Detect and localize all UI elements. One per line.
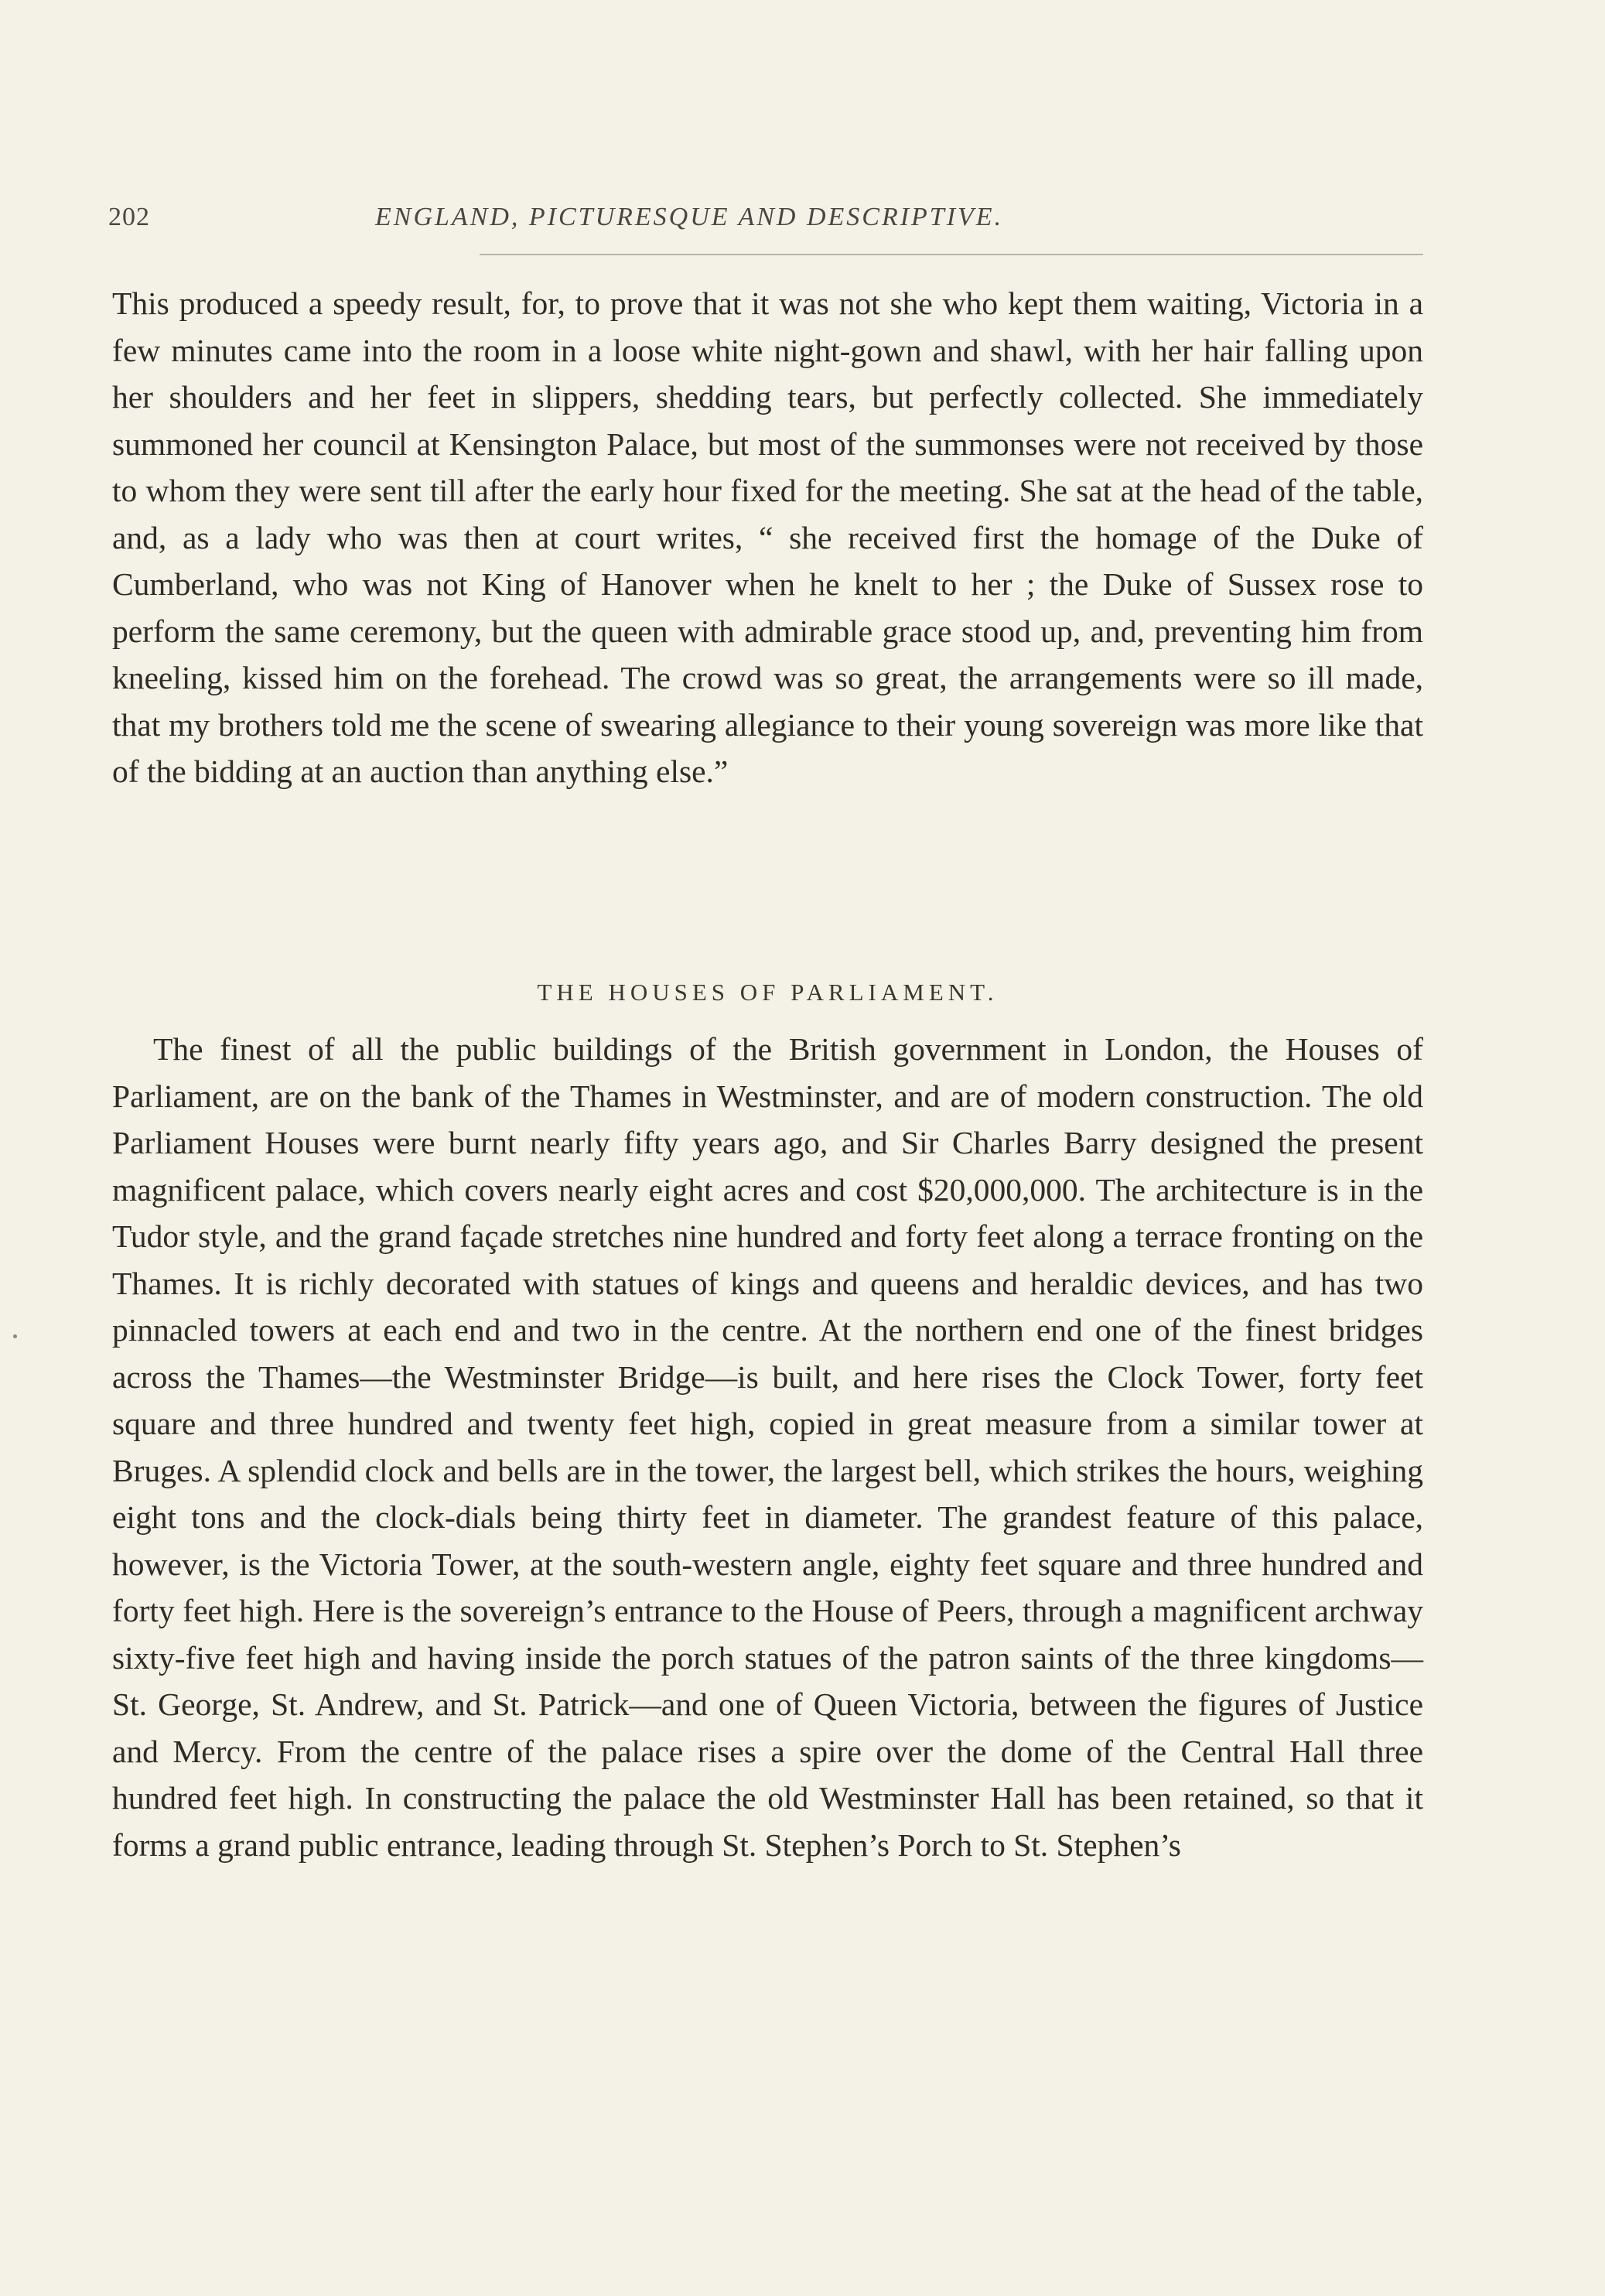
section-heading: THE HOUSES OF PARLIAMENT. xyxy=(537,979,999,1006)
header-rule xyxy=(480,254,1423,255)
margin-speck xyxy=(13,1334,17,1338)
running-title: ENGLAND, PICTURESQUE AND DESCRIPTIVE. xyxy=(375,203,1004,231)
continuation-paragraph: This produced a speedy result, for, to prove that it was not she who kept them waiting, Victoria in a few minutes came into the room in a loose white night-gown and shawl, with her hair falling upon her shoulders and her feet in slippers, shedding tears, but perfectly collected. She immediately summoned her council at Kensington Palace, but most of the summonses were not received by those to whom they were sent till after the early hour fixed for the meeting. She sat at the head of the table, and, as a lady who was then at court writes, “ she received first the homage of the Duke of Cumberland, who was not King of Hanover when he knelt to her ; the Duke of Sussex rose to perform the same ceremony, but the queen with admirable grace stood up, and, preventing him from kneeling, kissed him on the forehead. The crowd was so great, the arrangements were so ill made, that my brothers told me the scene of swearing allegiance to their young sovereign was more like that of the bidding at an auction than anything else.” xyxy=(112,285,1423,789)
running-head xyxy=(108,203,1423,241)
parliament-paragraph: The finest of all the public buildings of the British government in London, the Houses of Parliament, are on the bank of the Thames in Westminster, and are of modern construction. The old Parliament Houses were burnt nearly fifty years ago, and Sir Charles Barry designed the present magnificent palace, which covers nearly eight acres and cost $20,000,000. The architecture is in the Tudor style, and the grand façade stretches nine hundred and forty feet along a terrace fronting on the Thames. It is richly decorated with statues of kings and queens and heraldic devices, and has two pinnacled towers at each end and two in the centre. At the northern end one of the finest bridges across the Thames—the Westminster Bridge—is built, and here rises the Clock Tower, forty feet square and three hundred and twenty feet high, copied in great measure from a similar tower at Bruges. A splendid clock and bells are in the tower, the largest bell, which strikes the hours, weighing eight tons and the clock-dials being thirty feet in diameter. The grandest feature of this palace, however, is the Victoria Tower, at the south-western angle, eighty feet square and three hundred and forty feet high. Here is the sovereign’s entrance to the House of Peers, through a magnificent archway sixty-five feet high and having inside the porch statues of the patron saints of the three kingdoms—St. George, St. Andrew, and St. Patrick—and one of Queen Victoria, between the figures of Justice and Mercy. From the centre of the palace rises a spire over the dome of the Central Hall three hundred feet high. In constructing the palace the old Westminster Hall has been retained, so that it forms a grand public entrance, leading through St. Stephen’s Porch to St. Stephen’s xyxy=(112,1031,1423,1863)
page-number: 202 xyxy=(108,203,150,231)
